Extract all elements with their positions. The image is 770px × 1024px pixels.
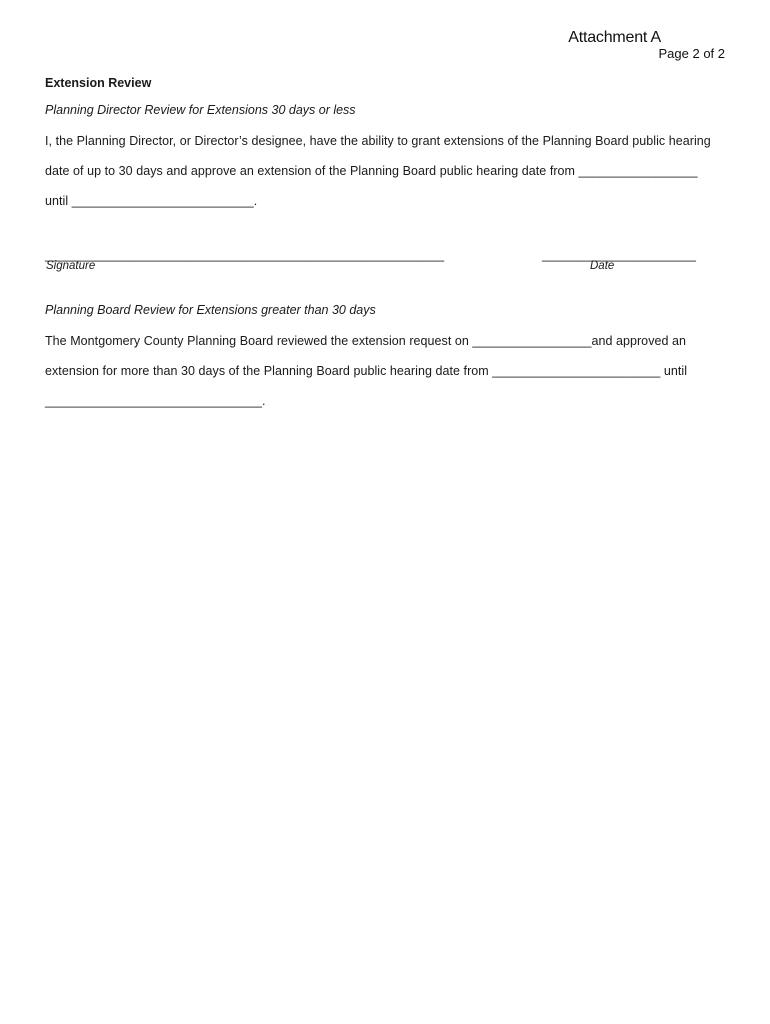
director-review-line-1: I, the Planning Director, or Director’s designee, have the ability to grant extensions of the Planning Board public hearing	[45, 134, 711, 148]
director-review-line-2: date of up to 30 days and approve an extension of the Planning Board public hearing date from _________________	[45, 164, 698, 178]
board-review-line-2: extension for more than 30 days of the Planning Board public hearing date from ________________________ until	[45, 364, 688, 378]
director-review-line-3: until __________________________.	[45, 194, 258, 208]
section-title: Extension Review	[45, 76, 152, 90]
board-review-line-1: The Montgomery County Planning Board reviewed the extension request on _________________and approved an	[45, 334, 687, 348]
signature-label: Signature	[46, 260, 96, 272]
board-review-line-3: _______________________________.	[45, 394, 266, 408]
signature-line: _________________________________________________________	[45, 248, 445, 262]
director-review-heading: Planning Director Review for Extensions 30 days or less	[45, 103, 356, 117]
date-line: ______________________	[542, 248, 697, 262]
date-label: Date	[590, 260, 615, 272]
attachment-label: Attachment A	[568, 29, 661, 46]
board-review-heading: Planning Board Review for Extensions greater than 30 days	[45, 303, 376, 317]
page-number: Page 2 of 2	[658, 46, 725, 61]
